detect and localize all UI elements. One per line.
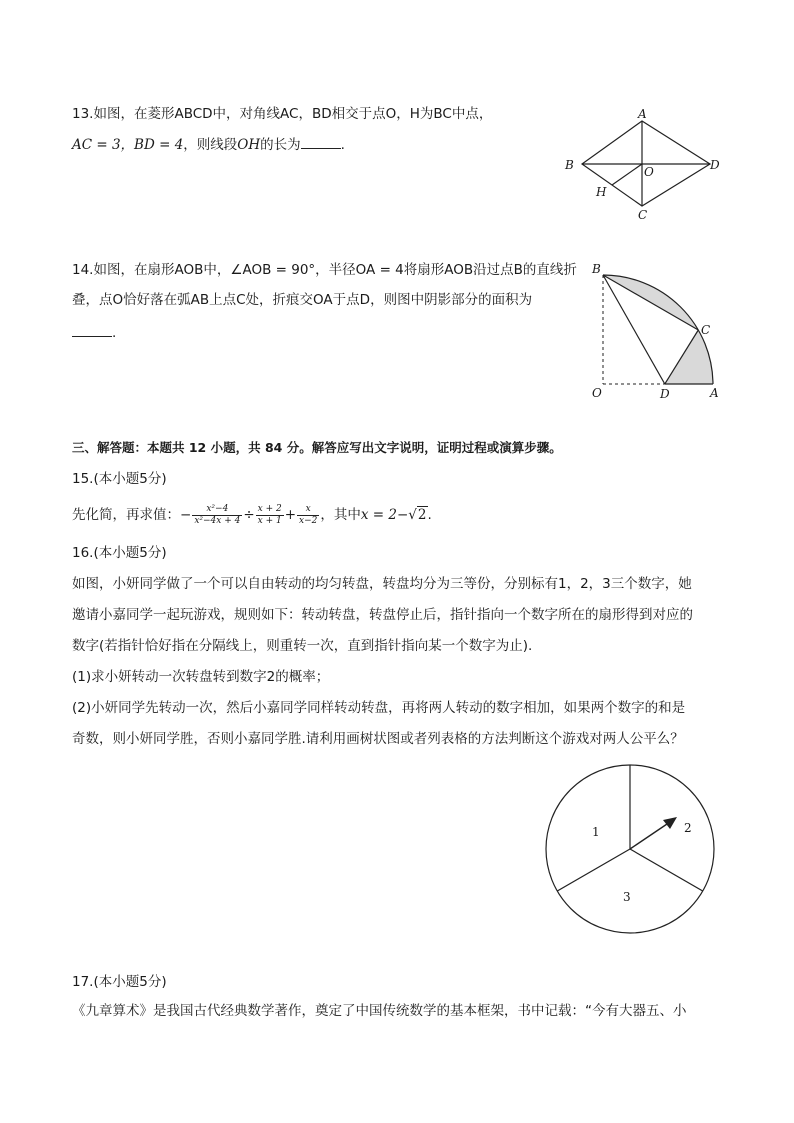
divider-line-left <box>557 849 630 891</box>
q14-line2: 叠，点O恰好落在弧AB上点C处，折痕交OA于点D，则图中阴影部分的面积为 <box>72 292 533 308</box>
q15-x-value: x = 2− <box>360 507 409 523</box>
q16-para-line1: 如图，小妍同学做了一个可以自由转动的均匀转盘，转盘均分为三等份，分别标有1，2，3三个数字，她 <box>72 576 692 592</box>
label-o: O <box>644 165 654 179</box>
segment-oh <box>612 164 642 185</box>
fraction-1-denominator: x²−4x + 4 <box>194 515 241 526</box>
divider-line-right <box>630 849 703 891</box>
q16-para-line2: 邀请小嘉同学一起玩游戏，规则如下：转动转盘，转盘停止后，指针指向一个数字所在的扇形得到对应的 <box>72 607 693 623</box>
q15-header: 15.(本小题5分) <box>72 471 167 487</box>
label-c: C <box>638 208 648 222</box>
q17-header: 17.(本小题5分) <box>72 974 167 990</box>
label-c: C <box>701 323 711 337</box>
pointer-line <box>630 822 670 849</box>
section-title: 三、解答题：本题共 12 小题，共 84 分。解答应写出文字说明，证明过程或演算步骤。 <box>72 440 562 455</box>
q16-subquestion-2-line1: (2)小妍同学先转动一次，然后小嘉同学同样转动转盘，再将两人转动的数字相加，如果两个数字的和是 <box>72 700 686 716</box>
minus-sign: − <box>180 507 192 523</box>
label-b: B <box>565 158 574 172</box>
divide-sign: ÷ <box>243 507 255 523</box>
label-a: A <box>710 386 719 400</box>
answer-blank[interactable] <box>72 322 112 337</box>
sector-label-1: 1 <box>592 825 600 839</box>
spinner-figure <box>540 764 722 936</box>
label-a: A <box>638 107 647 121</box>
shaded-region-lower <box>665 330 713 384</box>
fraction-3-denominator: x−2 <box>299 515 318 526</box>
fraction-3 <box>297 504 319 527</box>
radicand: 2 <box>417 507 427 523</box>
q13-segment: OH <box>237 137 261 153</box>
label-d: D <box>660 387 670 401</box>
fraction-2-denominator: x + 1 <box>257 515 282 526</box>
q13-given: AC = 3，BD = 4 <box>72 137 184 153</box>
answer-blank[interactable] <box>301 134 341 149</box>
fraction-3-numerator: x <box>305 503 311 514</box>
q15-prefix: 先化简，再求值： <box>72 507 180 523</box>
fraction-1-numerator: x²−4 <box>206 503 229 514</box>
q15-expression <box>72 501 432 529</box>
segment-bc <box>603 275 698 330</box>
label-h: H <box>596 185 607 199</box>
q14-line3 <box>72 322 116 343</box>
sector-label-2: 2 <box>684 821 692 835</box>
q13-line1: 13.如图，在菱形ABCD中，对角线AC，BD相交于点O，H为BC中点， <box>72 106 493 122</box>
fraction-1 <box>192 504 242 527</box>
plus-sign: + <box>284 507 297 523</box>
rhombus-figure <box>560 104 730 224</box>
label-b: B <box>592 262 601 276</box>
q15-mid: ，其中 <box>320 507 361 523</box>
sqrt-expression: √2 <box>408 507 427 523</box>
sector-label-3: 3 <box>623 890 631 904</box>
pointer-arrow-icon <box>663 817 677 829</box>
q13-end: . <box>340 137 345 153</box>
q13-line2 <box>72 134 345 155</box>
q14-line1: 14.如图，在扇形AOB中，∠AOB = 90°，半径OA = 4将扇形AOB沿过点B的直线折 <box>72 262 577 278</box>
label-o: O <box>592 386 602 400</box>
fraction-2 <box>256 504 284 527</box>
q16-para-line3: 数字(若指针恰好指在分隔线上，则重转一次，直到指针指向某一个数字为止). <box>72 638 533 654</box>
q16-subquestion-1: (1)求小妍转动一次转盘转到数字2的概率； <box>72 669 330 685</box>
q13-text: ，则线段 <box>183 137 238 153</box>
fraction-2-numerator: x + 2 <box>257 503 282 514</box>
sector-figure <box>588 260 728 405</box>
q14-end: . <box>112 325 117 341</box>
label-d: D <box>710 158 720 172</box>
q16-header: 16.(本小题5分) <box>72 545 167 561</box>
q16-subquestion-2-line2: 奇数，则小妍同学胜，否则小嘉同学胜.请利用画树状图或者列表格的方法判断这个游戏对两人公平么？ <box>72 731 684 747</box>
q17-para-line1: 《九章算术》是我国古代经典数学著作，奠定了中国传统数学的基本框架，书中记载：“今有大器五、小 <box>72 1003 687 1019</box>
q13-text2: 的长为 <box>260 137 301 153</box>
q15-end: . <box>427 507 432 523</box>
